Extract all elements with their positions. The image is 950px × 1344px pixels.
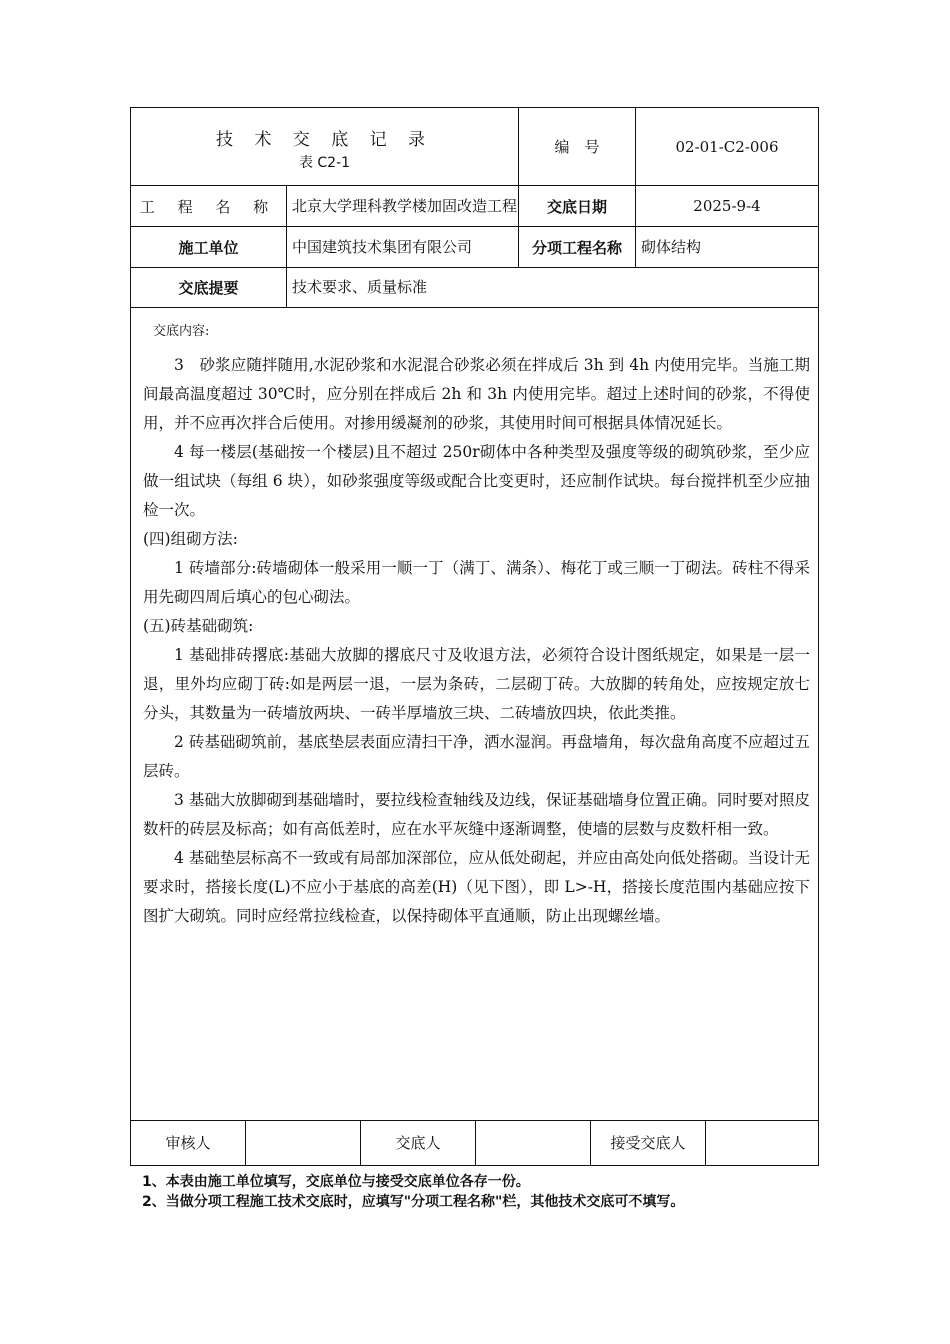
contractor-value: 中国建筑技术集团有限公司: [287, 227, 519, 268]
sub-project-value: 砌体结构: [636, 227, 819, 268]
form-title: 技 术 交 底 记 录: [215, 130, 434, 150]
title-cell: [131, 108, 519, 186]
reviewer-signature-field[interactable]: [246, 1120, 361, 1165]
form-number-code: 表 C2-1: [298, 155, 351, 171]
signature-table: [130, 1120, 819, 1166]
content-paragraph: 1 砖墙部分:砖墙砌体一般采用一顺一丁（满丁、满条）、梅花丁或三顺一丁砌法。砖柱不得采用先砌四周后填心的包心砌法。: [143, 559, 810, 606]
content-paragraph: 3 基础大放脚砌到基础墙时，要拉线检查轴线及边线，保证基础墙身位置正确。同时要对照皮数杆的砖层及标高；如有高低差时，应在水平灰缝中逐渐调整，使墙的层数与皮数杆相一致。: [143, 791, 810, 838]
contractor-label: 施工单位: [131, 227, 287, 268]
disclosure-date-value: 2025-9-4: [636, 186, 819, 227]
receiver-signature-field[interactable]: [706, 1120, 819, 1165]
summary-value: 技术要求、质量标准: [287, 268, 819, 308]
reviewer-label: 审核人: [131, 1120, 246, 1165]
disclosure-content: [131, 308, 818, 931]
content-heading: 交底内容:: [153, 324, 210, 339]
summary-label: 交底提要: [131, 268, 287, 308]
footnote-1: 1、本表由施工单位填写，交底单位与接受交底单位各存一份。: [142, 1174, 530, 1190]
sub-project-label: 分项工程名称: [519, 227, 636, 268]
content-paragraph: 3 砂浆应随拌随用,水泥砂浆和水泥混合砂浆必须在拌成后 3h 到 4h 内使用完毕。当施工期间最高温度超过 30℃时，应分别在拌成后 2h 和 3h 内使用完毕。超过上述时间的砂浆，不得使用，并不应再次拌合后使用。对掺用缓凝剂的砂浆，其使用时间可根据具体情况延长。: [143, 356, 810, 432]
discloser-signature-field[interactable]: [476, 1120, 591, 1165]
project-name-value: 北京大学理科教学楼加固改造工程: [287, 186, 519, 227]
content-cell: [131, 308, 819, 1121]
discloser-label: 交底人: [361, 1120, 476, 1165]
technical-disclosure-form: [130, 107, 818, 1166]
form-table: [130, 107, 819, 1121]
content-paragraph: 4 基础垫层标高不一致或有局部加深部位，应从低处砌起，并应由高处向低处搭砌。当设计无要求时，搭接长度(L)不应小于基底的高差(H)（见下图），即 L>-H，搭接长度范围内基础应按下图扩大砌筑。同时应经常拉线检查，以保持砌体平直通顺，防止出现螺丝墙。: [143, 849, 810, 925]
disclosure-date-label: 交底日期: [519, 186, 636, 227]
content-paragraph: 2 砖基础砌筑前，基底垫层表面应清扫干净，洒水湿润。再盘墙角，每次盘角高度不应超过五层砖。: [143, 733, 810, 780]
project-name-label: 工 程 名 称: [131, 186, 287, 227]
receiver-label: 接受交底人: [591, 1120, 706, 1165]
content-paragraph: 1 基础排砖撂底:基础大放脚的撂底尺寸及收退方法，必须符合设计图纸规定，如果是一层一退，里外均应砌丁砖:如是两层一退，一层为条砖，二层砌丁砖。大放脚的转角处，应按规定放七分头，其数量为一砖墙放两块、一砖半厚墙放三块、二砖墙放四块，依此类推。: [143, 646, 810, 722]
number-value: 02-01-C2-006: [636, 108, 819, 186]
content-paragraph: 4 每一楼层(基础按一个楼层)且不超过 250r砌体中各种类型及强度等级的砌筑砂浆，至少应做一组试块（每组 6 块），如砂浆强度等级或配合比变更时，还应制作试块。每台搅拌机至少应抽检一次。: [143, 443, 810, 519]
content-subheading: (五)砖基础砌筑:: [143, 617, 254, 635]
footnote-2: 2、当做分项工程施工技术交底时，应填写"分项工程名称"栏，其他技术交底可不填写。: [142, 1194, 685, 1210]
content-subheading: (四)组砌方法:: [143, 530, 238, 548]
number-label: 编 号: [519, 108, 636, 186]
footnotes: [142, 1172, 684, 1212]
